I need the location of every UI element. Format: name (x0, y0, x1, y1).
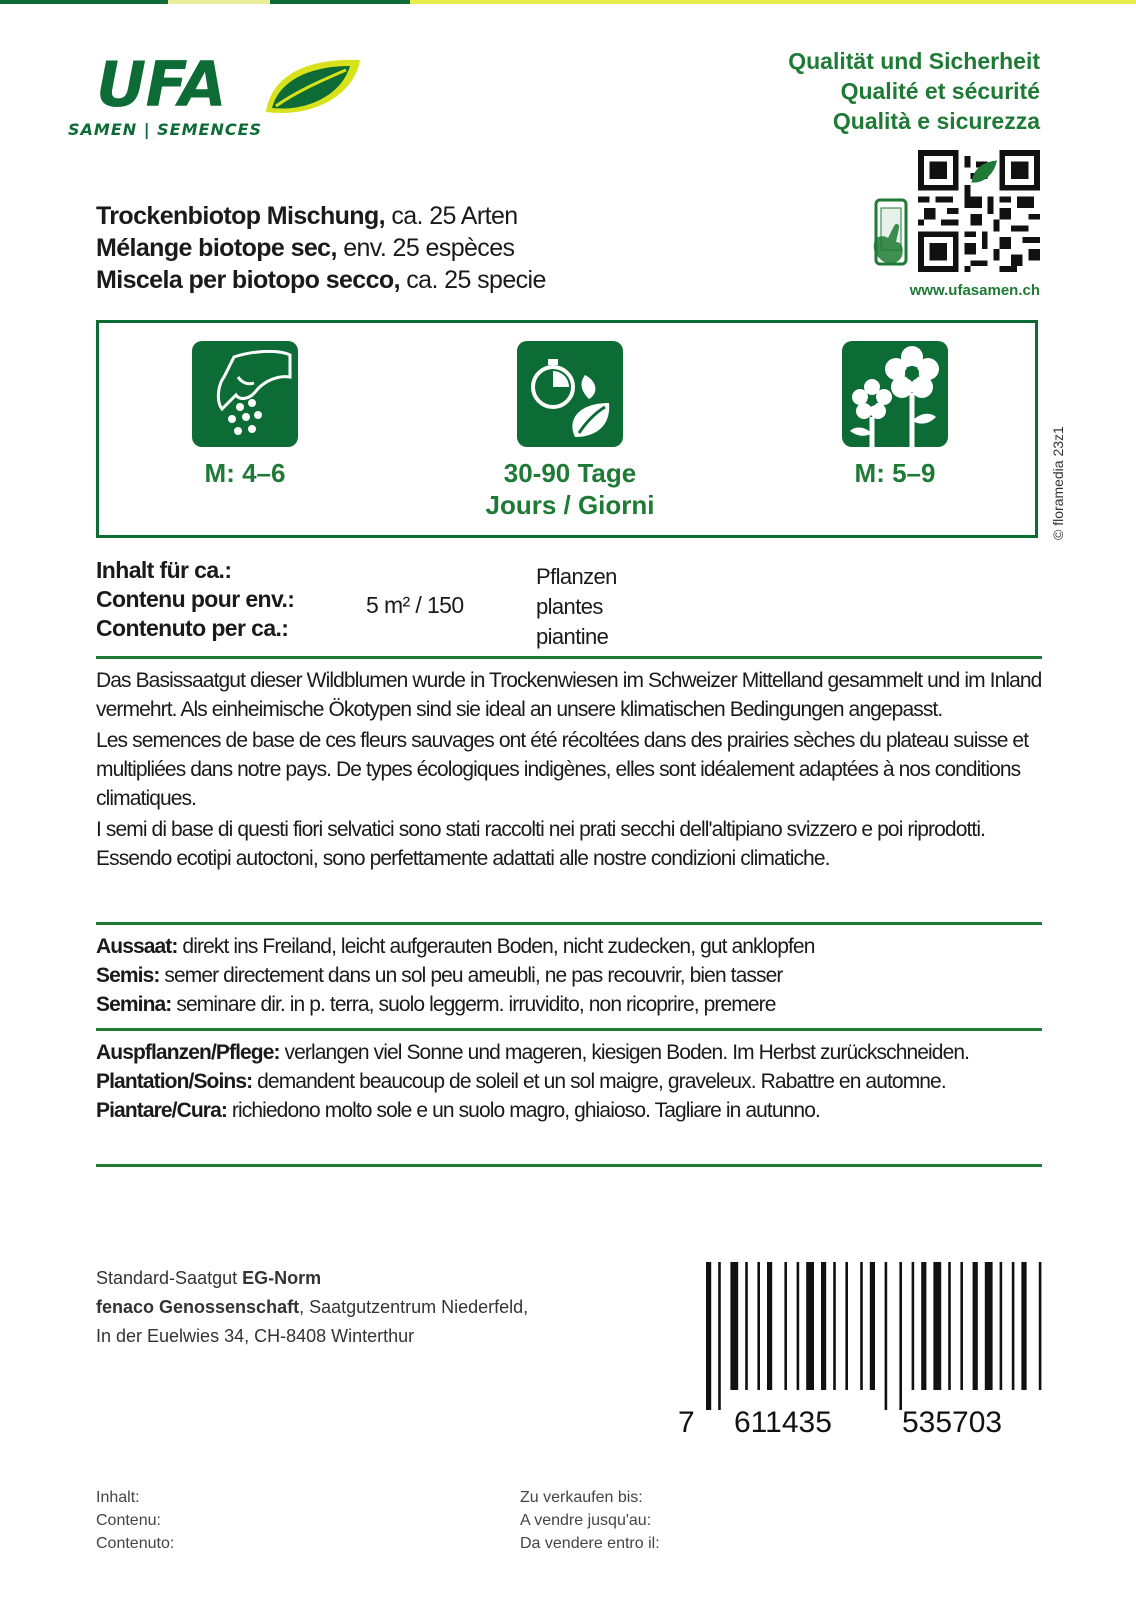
barcode-bar (1039, 1262, 1042, 1390)
title-fr-bold: Mélange biotope sec, (96, 234, 337, 262)
care-it-label: Piantare/Cura: (96, 1099, 227, 1122)
divider (96, 922, 1042, 925)
barcode-bar (833, 1262, 836, 1390)
barcode-bar (1000, 1262, 1003, 1390)
title-it-rest: ca. 25 specie (399, 266, 546, 294)
sowing-months: M: 4–6 (204, 458, 286, 488)
content-labels (96, 556, 294, 643)
company-name (96, 1293, 528, 1322)
product-title (96, 200, 546, 296)
seed-standard (96, 1264, 528, 1293)
description-fr: Les semences de base de ces fleurs sauvages ont été récoltées dans des prairies sèches du plateau suisse et multipliées dans notre pays. De types écologiques indigènes, elles sont idéalement adaptées à nos conditions climatiques. (96, 729, 1029, 810)
description (96, 666, 1046, 875)
quality-de: Qualität und Sicherheit (788, 48, 1040, 74)
germination-days (440, 457, 700, 521)
care-instructions (96, 1038, 1046, 1125)
sowing-hand-icon (192, 341, 298, 447)
divider (96, 1028, 1042, 1031)
sowing-de (96, 932, 1046, 961)
sowing-fr (96, 961, 1046, 990)
barcode-bar (948, 1262, 951, 1390)
logo-subtitle: SAMEN | SEMENCES (68, 120, 263, 139)
sowing-it (96, 990, 1046, 1019)
germination-timer-icon (517, 341, 623, 447)
quality-heading (788, 46, 1040, 136)
title-fr-rest: env. 25 espèces (336, 234, 515, 262)
barcode-bar (757, 1262, 760, 1390)
seed-standard-norm: EG-Norm (242, 1268, 322, 1288)
barcode-bar (730, 1262, 738, 1390)
fill-in-content (96, 1486, 174, 1555)
sell-by-fr: A vendre jusqu'au: (520, 1512, 652, 1529)
sowing-de-label: Aussaat: (96, 935, 178, 958)
description-it: I semi di base di questi fiori selvatici sono stati raccolti nei prati secchi dell'altipiano svizzero e poi riprodotti. Essendo ecotipi autoctoni, sono perfettamente adattati alle nostre condizioni climatiche. (96, 818, 986, 870)
care-de-text: verlangen viel Sonne und mageren, kiesigen Boden. Im Herbst zurückschneiden. (279, 1041, 970, 1064)
barcode-bar (718, 1262, 721, 1410)
smartphone-scan-icon (872, 196, 912, 272)
sell-by-de: Zu verkaufen bis: (520, 1489, 643, 1506)
producer-info (96, 1264, 528, 1351)
sowing-instructions (96, 932, 1046, 1019)
barcode-bar (921, 1262, 926, 1390)
barcode-bar (1012, 1262, 1015, 1390)
care-it (96, 1096, 1046, 1125)
unit-de: Pflanzen (536, 564, 617, 589)
content-info (96, 556, 1038, 654)
barcode-bar (870, 1262, 875, 1390)
care-de-label: Auspflanzen/Pflege: (96, 1041, 280, 1064)
title-de (96, 200, 546, 232)
logo-word: UFA (96, 48, 226, 121)
ufa-logo (66, 50, 376, 145)
barcode-bar (706, 1262, 711, 1410)
website-link[interactable]: www.ufasamen.ch (909, 282, 1040, 299)
company-name-bold: fenaco Genossenschaft (96, 1297, 300, 1317)
floramedia-credit: © floramedia 23z1 (1050, 426, 1066, 540)
top-color-stripe (0, 0, 1136, 4)
sowing-fr-label: Semis: (96, 964, 160, 987)
quality-fr: Qualité et sécurité (840, 78, 1040, 104)
barcode-bar (1021, 1262, 1026, 1390)
quality-it: Qualità e sicurezza (832, 108, 1040, 134)
barcode-bar (973, 1262, 978, 1390)
content-value: 5 m² / 150 (366, 592, 464, 618)
barcode-bar (797, 1262, 800, 1390)
barcode-bar (985, 1262, 993, 1390)
unit-fr: plantes (536, 594, 603, 619)
title-it-bold: Miscela per biotopo secco, (96, 266, 400, 294)
leaf-icon (262, 56, 362, 116)
qr-code-icon (918, 150, 1040, 272)
title-it (96, 264, 546, 296)
content-units (536, 562, 617, 652)
title-de-rest: ca. 25 Arten (384, 202, 518, 230)
care-fr (96, 1067, 1046, 1096)
barcode-digits-left: 611435 (734, 1406, 832, 1439)
fill-content-it: Contenuto: (96, 1535, 175, 1552)
barcode-bar (784, 1262, 787, 1390)
barcode-bar (821, 1262, 826, 1390)
barcode-bar (845, 1262, 848, 1390)
title-de-bold: Trockenbiotop Mischung, (96, 202, 385, 230)
barcode-bar (745, 1262, 748, 1390)
barcode-bar (806, 1262, 814, 1390)
germination-days-de: 30-90 Tage (503, 458, 637, 488)
divider (96, 1164, 1042, 1167)
fill-content-fr: Contenu: (96, 1512, 161, 1529)
barcode (706, 1262, 1042, 1410)
description-de: Das Basissaatgut dieser Wildblumen wurde in Trockenwiesen im Schweizer Mittelland gesammelt und im Inland vermehrt. Als einheimische Ökotypen sind sie ideal an unsere klimatischen Bedingungen angepasst. (96, 669, 1042, 721)
fill-content-de: Inhalt: (96, 1489, 140, 1506)
sell-by-it: Da vendere entro il: (520, 1535, 660, 1552)
germination-days-fr-it: Jours / Giorni (485, 490, 655, 520)
germination-info (440, 341, 700, 521)
care-de (96, 1038, 1046, 1067)
content-label-it: Contenuto per ca.: (96, 615, 289, 641)
sowing-fr-text: semer directement dans un sol peu ameubli, ne pas recouvrir, bien tasser (159, 964, 783, 987)
sowing-it-text: seminare dir. in p. terra, suolo leggerm. irruvidito, non ricoprire, premere (171, 993, 776, 1016)
sowing-it-label: Semina: (96, 993, 172, 1016)
flowering-months: M: 5–9 (854, 458, 936, 488)
flowers-icon (842, 341, 948, 447)
company-name-rest: , Saatgutzentrum Niederfeld, (299, 1297, 529, 1317)
content-label-de: Inhalt für ca.: (96, 557, 232, 583)
barcode-bar (885, 1262, 888, 1410)
company-address: In der Euelwies 34, CH-8408 Winterthur (96, 1326, 415, 1346)
title-fr (96, 232, 546, 264)
sowing-info (115, 341, 375, 489)
barcode-digit-first: 7 (678, 1406, 695, 1439)
barcode-bar (960, 1262, 963, 1390)
barcode-bar (912, 1262, 915, 1390)
sowing-de-text: direkt ins Freiland, leicht aufgerauten Boden, nicht zudecken, gut anklopfen (177, 935, 815, 958)
content-label-fr: Contenu pour env.: (96, 586, 295, 612)
care-it-text: richiedono molto sole e un suolo magro, ghiaioso. Tagliare in autunno. (226, 1099, 820, 1122)
barcode-digits-right: 535703 (902, 1406, 1003, 1439)
barcode-bar (860, 1262, 863, 1390)
care-fr-text: demandent beaucoup de soleil et un sol maigre, graveleux. Rabattre en automne. (252, 1070, 946, 1093)
barcode-bar (767, 1262, 772, 1390)
care-fr-label: Plantation/Soins: (96, 1070, 253, 1093)
unit-it: piantine (536, 624, 609, 649)
divider (96, 656, 1042, 659)
info-icon-box (96, 320, 1038, 538)
sell-by-date (520, 1486, 660, 1555)
seed-standard-prefix: Standard-Saatgut (96, 1268, 243, 1288)
barcode-bar (899, 1262, 902, 1410)
barcode-bar (933, 1262, 941, 1390)
flowering-info (765, 341, 1025, 489)
